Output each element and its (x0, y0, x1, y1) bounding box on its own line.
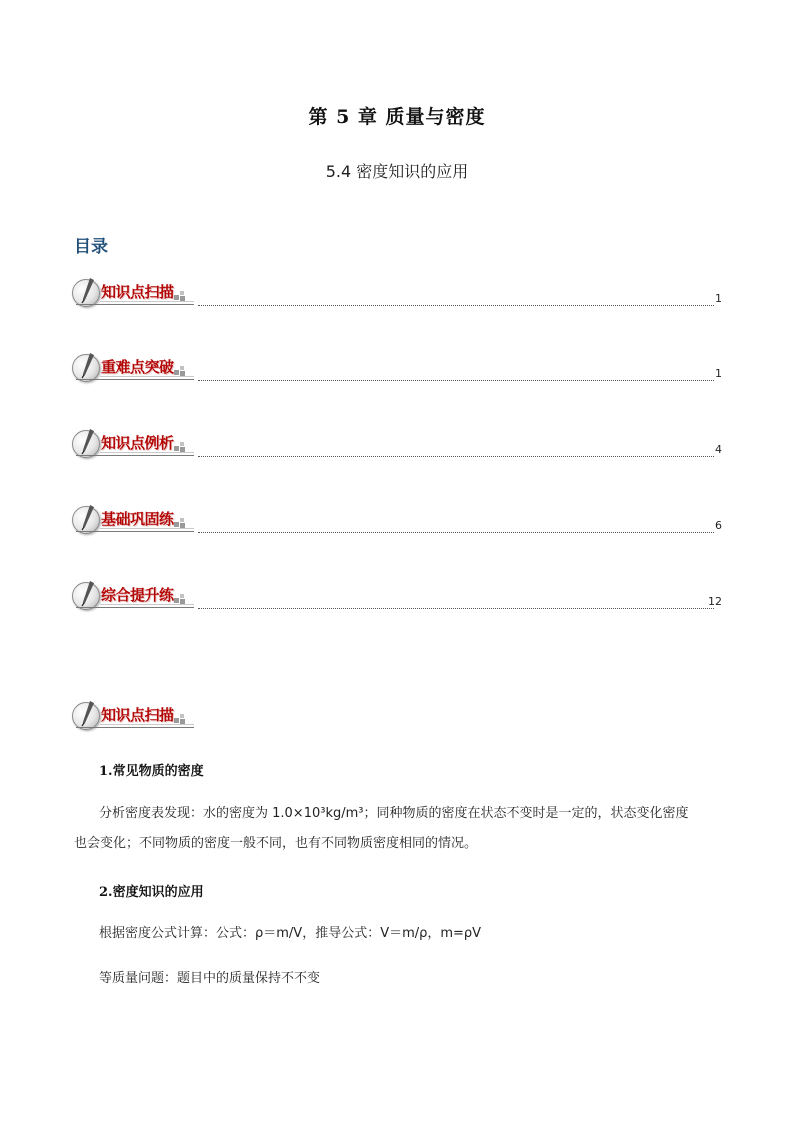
toc-item-label: 基础巩固练 (101, 510, 174, 528)
squares-icon (174, 518, 186, 528)
toc-leader-dots (198, 456, 714, 457)
toc-item-examples[interactable] (70, 428, 722, 462)
squares-icon (174, 366, 186, 376)
toc-leader-dots (198, 532, 714, 533)
subheading-common-densities: 1.常见物质的密度 (99, 764, 204, 779)
section-badge (70, 428, 196, 462)
toc-page-number: 1 (715, 292, 722, 305)
toc-item-basic-practice[interactable] (70, 504, 722, 538)
toc-item-advanced-practice[interactable] (70, 580, 722, 614)
section-badge (70, 580, 196, 614)
pen-icon (72, 430, 100, 458)
toc-page-number: 4 (715, 443, 722, 456)
toc-heading: 目录 (74, 237, 108, 257)
squares-icon (174, 714, 186, 724)
section-title: 5.4 密度知识的应用 (325, 162, 469, 181)
toc-leader-dots (198, 380, 714, 381)
squares-icon (174, 291, 186, 301)
squares-icon (174, 594, 186, 604)
section-badge (70, 277, 196, 311)
pen-icon (72, 506, 100, 534)
paragraph-equal-mass: 等质量问题：题目中的质量保持不不变 (99, 971, 321, 986)
toc-item-label: 重难点突破 (101, 358, 174, 376)
toc-item-label: 综合提升练 (101, 586, 174, 604)
toc-leader-dots (198, 305, 714, 306)
pen-icon (72, 582, 100, 610)
toc-item-knowledge-scan[interactable] (70, 277, 722, 311)
toc-leader-dots (198, 608, 714, 609)
pen-icon (72, 354, 100, 382)
section-heading-knowledge-scan (70, 700, 210, 734)
toc-page-number: 12 (708, 595, 722, 608)
section-badge (70, 352, 196, 386)
chapter-title: 第 5 章 质量与密度 (308, 106, 486, 128)
toc-item-key-points[interactable] (70, 352, 722, 386)
toc-item-label: 知识点扫描 (101, 283, 174, 301)
paragraph-line: 分析密度表发现：水的密度为 1.0×10³kg/m³；同种物质的密度在状态不变时是一定的，状态变化密度 (99, 806, 689, 821)
toc-page-number: 1 (715, 367, 722, 380)
subheading-density-application: 2.密度知识的应用 (99, 885, 204, 900)
section-badge-label: 知识点扫描 (101, 706, 174, 724)
pen-icon (72, 702, 100, 730)
squares-icon (174, 442, 186, 452)
toc-item-label: 知识点例析 (101, 434, 174, 452)
paragraph-formula: 根据密度公式计算：公式：ρ＝m/V，推导公式：V＝m/ρ，m=ρV (99, 926, 482, 941)
toc-page-number: 6 (715, 519, 722, 532)
section-badge (70, 700, 196, 734)
paragraph-line: 也会变化；不同物质的密度一般不同，也有不同物质密度相同的情况。 (74, 836, 478, 851)
pen-icon (72, 279, 100, 307)
section-badge (70, 504, 196, 538)
